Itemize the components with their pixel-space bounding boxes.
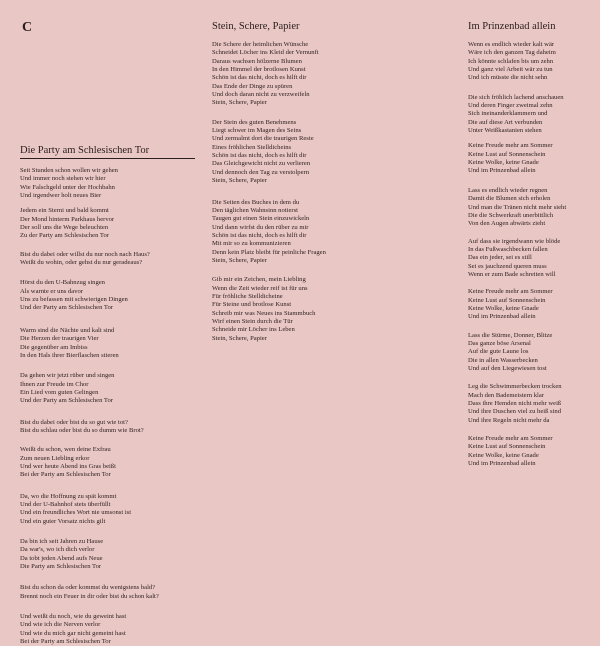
lyric-line: Uns zu befassen mit schwierigen Dingen: [20, 296, 128, 304]
lyric-line: Und weißt du noch, wie du geweint hast: [20, 613, 127, 621]
lyric-line: Damit die Blumen sich erholen: [468, 195, 551, 203]
stanza: [20, 251, 200, 268]
lyric-line: Und der Party am Schlesischen Tor: [20, 397, 113, 405]
lyric-line: Da, wo die Hoffnung zu spät kommt: [20, 492, 117, 500]
lyric-line: Lass es endlich wieder regnen: [468, 186, 548, 194]
lyric-line: Brennt noch ein Feuer in dir oder bist du schon kalt?: [20, 592, 159, 600]
lyric-line: Seit Stunden schon wollen wir gehen: [20, 167, 118, 174]
lyric-line: Zu der Party am Schlesischen Tor: [20, 232, 109, 240]
lyric-line: Auf die gute Laune los: [468, 348, 529, 356]
lyric-line: Denn kein Platz bleibt für peinliche Fragen: [212, 248, 326, 256]
lyric-line: Zum neuen Liebling erkor: [20, 454, 90, 462]
lyric-line: Und irgendwer holt neues Bier: [20, 192, 102, 200]
lyric-line: Ihnen zur Freude im Chor: [20, 380, 89, 388]
lyric-line: Lass die Stürme, Donner, Blitze: [468, 331, 553, 339]
lyric-line: Und wie du mich gar nicht gemeint hast: [20, 629, 126, 637]
lyric-line: Und ihre Duschen viel zu heiß sind: [468, 408, 562, 416]
lyric-line: Ein Lied vom guten Gelingen: [20, 388, 99, 396]
lyric-line: Dass ihre Hemden nicht mehr weiß: [468, 400, 562, 408]
stanza: [468, 332, 593, 374]
page-letter: C: [22, 20, 33, 35]
lyric-line: Die Seiten des Buches in dem du: [212, 198, 300, 206]
stanza: [20, 207, 200, 240]
song-title-stein-schere-papier: Stein, Schere, Papier: [212, 21, 300, 32]
lyric-line: Und der Party am Schlesischen Tor: [20, 304, 113, 312]
lyric-line: Das Gleichgewicht nicht zu verlieren: [212, 160, 311, 168]
stanza: [468, 238, 593, 280]
lyric-line: Für Steine und brotlose Kunst: [212, 301, 292, 309]
lyric-line: Da tobt jeden Abend aufs Neue: [20, 554, 103, 562]
stanza: [20, 613, 200, 646]
lyric-line: Die Schere der heimlichen Wünsche: [212, 41, 309, 48]
stanza: [20, 419, 200, 436]
stanza: [20, 279, 200, 312]
lyric-line: Und ich müsste die nicht sehn: [468, 74, 548, 82]
lyric-line: Von den Augen abwärts zieht: [468, 220, 546, 228]
stanza: [468, 187, 593, 229]
lyric-line: Und auf den Liegewiesen tost: [468, 365, 547, 372]
lyric-line: Die auf diese Art verbunden: [468, 118, 543, 126]
song-title-im-prinzenbad-allein: Im Prinzenbad allein: [468, 21, 556, 32]
lyric-line: Und im Prinzenbad allein: [468, 167, 536, 175]
lyric-line: Der Stein des guten Benehmens: [212, 118, 297, 126]
lyric-line: Liegt schwer im Magen des Seins: [212, 127, 302, 135]
lyric-line: Keine Wolke, keine Gnade: [468, 159, 539, 167]
lyric-line: Stein, Schere, Papier: [212, 99, 267, 107]
lyric-line: Der Mond hinterm Parkhaus hervor: [20, 215, 115, 223]
lyric-line: Und deren Finger zweimal zehn: [468, 102, 553, 110]
lyrics-column-3: [468, 20, 593, 468]
lyric-line: Jedem ein Sterni und bald kommt: [20, 207, 109, 215]
lyric-line: Und doch daran nicht zu verzweifeln: [212, 91, 310, 99]
lyric-line: Wenn es endlich wieder kalt wär: [468, 41, 555, 48]
lyric-line: Stein, Schere, Papier: [212, 256, 267, 264]
stanza: [212, 199, 387, 266]
lyric-line: Gib mir ein Zeichen, mein Liebling: [212, 276, 306, 284]
lyric-line: Das ganze böse Arsenal: [468, 339, 531, 347]
lyric-line: Bei der Party am Schlesischen Tor: [20, 471, 111, 479]
lyric-line: Schneide mir Löcher ins Leben: [212, 326, 295, 334]
song-title-die-party: Die Party am Schlesischen Tor: [20, 144, 195, 159]
stanza: [20, 446, 200, 479]
lyric-line: Mach den Bademeistern klar: [468, 391, 544, 399]
lyric-line: Taugen gut einen Stein einzuwickeln: [212, 215, 310, 223]
lyric-line: Der soll uns die Wege beleuchten: [20, 224, 109, 232]
lyric-line: Keine Freude mehr am Sommer: [468, 142, 553, 150]
lyric-line: Schön ist das nicht, doch es hilft dir: [212, 231, 307, 239]
lyric-line: Das ein jeder, sei es still: [468, 254, 532, 262]
lyric-line: Wirf einen Stein durch die Tür: [212, 317, 293, 325]
lyric-line: Bist du schon da oder kommst du wenigstens bald?: [20, 584, 156, 592]
lyric-line: Und zermalmt dort die traurigen Reste: [212, 135, 314, 143]
lyrics-column-2: [212, 20, 387, 343]
lyrics-column-1: [20, 144, 200, 646]
lyric-line: Wenn die Zeit wieder reif ist für uns: [212, 284, 308, 292]
lyric-line: In den Hals ihrer Bierflaschen stieren: [20, 351, 119, 359]
lyric-line: Das Ende der Dinge zu spüren: [212, 82, 293, 90]
stanza: [212, 276, 387, 343]
lyric-line: Und ihre Regeln nicht mehr da: [468, 416, 550, 424]
lyric-line: Und ein guter Vorsatz nichts gilt: [20, 517, 106, 525]
stanza: [20, 327, 200, 360]
stanza: [468, 142, 593, 175]
stanza: [20, 372, 200, 405]
lyric-line: In den Himmel der brotlosen Kunst: [212, 66, 306, 74]
lyric-line: Bist du dabei oder bist du so gut wie tot?: [20, 418, 128, 426]
lyric-line: Keine Lust auf Sonnenschein: [468, 443, 546, 451]
stanza: [468, 435, 593, 468]
lyric-line: Bist du schlau oder bist du so dumm wie Brot?: [20, 426, 144, 434]
lyric-line: Schön ist das nicht, doch es hilft dir: [212, 152, 307, 160]
lyric-line: Die gegenüber am Imbiss: [20, 343, 88, 351]
lyric-line: Keine Wolke, keine Gnade: [468, 304, 539, 312]
lyric-line: Und ein freundliches Wort nie umsonst ist: [20, 509, 132, 517]
lyric-line: Und dann wirfst du den rüber zu mir: [212, 223, 309, 231]
lyric-line: Da gehen wir jetzt rüber und singen: [20, 372, 115, 380]
lyric-line: Warm sind die Nächte und kalt sind: [20, 326, 115, 334]
stanza: [20, 167, 200, 200]
lyric-line: Stein, Schere, Papier: [212, 334, 267, 342]
lyric-line: Die sich fröhlich lachend anschauen: [468, 93, 564, 101]
lyric-line: Bist du dabei oder willst du nur noch nach Haus?: [20, 250, 150, 258]
lyric-line: Keine Wolke, keine Gnade: [468, 451, 539, 459]
lyric-line: Und der U-Bahnhof stets überfüllt: [20, 500, 111, 508]
lyric-line: Sich ineinanderklammern und: [468, 110, 548, 118]
lyric-line: Daraus wachsen hölzerne Blumen: [212, 57, 302, 65]
lyric-line: Als warnte er uns davor: [20, 287, 83, 295]
lyric-line: Weißt du wohin, oder gehst du nur geradeaus?: [20, 259, 143, 267]
lyric-line: Schreib mir was Neues ins Stammbuch: [212, 309, 316, 317]
lyric-line: Keine Freude mehr am Sommer: [468, 435, 553, 443]
lyric-line: Die Herzen der traurigen Vier: [20, 335, 99, 343]
lyric-line: Mit mir so zu kommunizieren: [212, 240, 291, 248]
lyric-line: Leg die Schwimmerbecken trocken: [468, 383, 562, 391]
stanza: [20, 538, 200, 571]
stanza: [212, 41, 387, 108]
lyric-line: Hörst du den U-Bahnzug singen: [20, 279, 105, 287]
stanza: [468, 41, 593, 83]
lyric-line: Da war's, wo ich dich verlor: [20, 546, 95, 554]
lyric-line: Und ganz viel Arbeit wär zu tun: [468, 66, 553, 74]
lyric-line: Die die Schwerkraft unerbittlich: [468, 211, 554, 219]
lyric-line: Und im Prinzenbad allein: [468, 460, 536, 468]
lyric-line: Die in allen Wasserbecken: [468, 356, 538, 364]
lyric-line: Und wer heute Abend ins Gras beißt: [20, 462, 116, 470]
lyric-line: Schön ist das nicht, doch es hilft dir: [212, 74, 307, 82]
lyric-line: Stein, Schere, Papier: [212, 177, 267, 185]
lyric-line: Keine Lust auf Sonnenschein: [468, 150, 546, 158]
stanza: [20, 584, 200, 601]
stanza: [468, 288, 593, 321]
lyric-line: Und man die Tränen nicht mehr sieht: [468, 203, 567, 211]
song-body-im-prinzenbad-allein: [468, 41, 593, 468]
lyric-line: Und immer noch stehen wir hier: [20, 175, 106, 183]
lyric-line: Da bin ich seit Jahren zu Hause: [20, 538, 104, 545]
stanza: [212, 119, 387, 186]
lyric-line: Bei der Party am Schlesischen Tor: [20, 638, 111, 646]
lyric-line: Keine Lust auf Sonnenschein: [468, 296, 546, 304]
lyric-line: Die Party am Schlesischen Tor: [20, 563, 102, 571]
lyric-line: Auf dass sie irgendwann wie blöde: [468, 237, 561, 245]
lyric-line: Keine Freude mehr am Sommer: [468, 288, 553, 296]
lyric-line: Wenn er zum Bade schreiten will: [468, 270, 556, 278]
lyric-line: Für fröhliche Stelldicheine: [212, 292, 283, 300]
stanza: [20, 493, 200, 526]
lyric-line: Sei es jauchzend queren muss: [468, 262, 547, 270]
lyric-line: Und im Prinzenbad allein: [468, 313, 536, 321]
stanza: [468, 383, 593, 425]
stanza: [468, 94, 593, 136]
song-body-stein-schere-papier: [212, 41, 387, 343]
lyric-line: Und dennoch den Tag zu verstolpern: [212, 168, 310, 176]
lyric-line: Wäre ich den ganzen Tag daheim: [468, 49, 556, 57]
lyric-line: Schneidet Löcher ins Kleid der Vernunft: [212, 49, 319, 57]
lyric-line: In das Fußwaschbecken fallen: [468, 245, 548, 253]
lyric-line: Und wie ich die Nerven verlor: [20, 621, 101, 629]
lyric-line: Wie Falschgeld unter der Hochbahn: [20, 183, 115, 191]
lyric-line: Eines fröhlichen Stelldicheins: [212, 143, 292, 151]
song-body-die-party: [20, 167, 200, 646]
lyric-line: Den täglichen Wahnsinn notierst: [212, 206, 298, 214]
lyric-line: Weißt du schon, wen deine Exfrau: [20, 446, 111, 454]
lyric-line: Ich könnte schlafen bis um zehn: [468, 57, 554, 65]
lyric-line: Unter Weißkastanien stehen: [468, 127, 542, 135]
